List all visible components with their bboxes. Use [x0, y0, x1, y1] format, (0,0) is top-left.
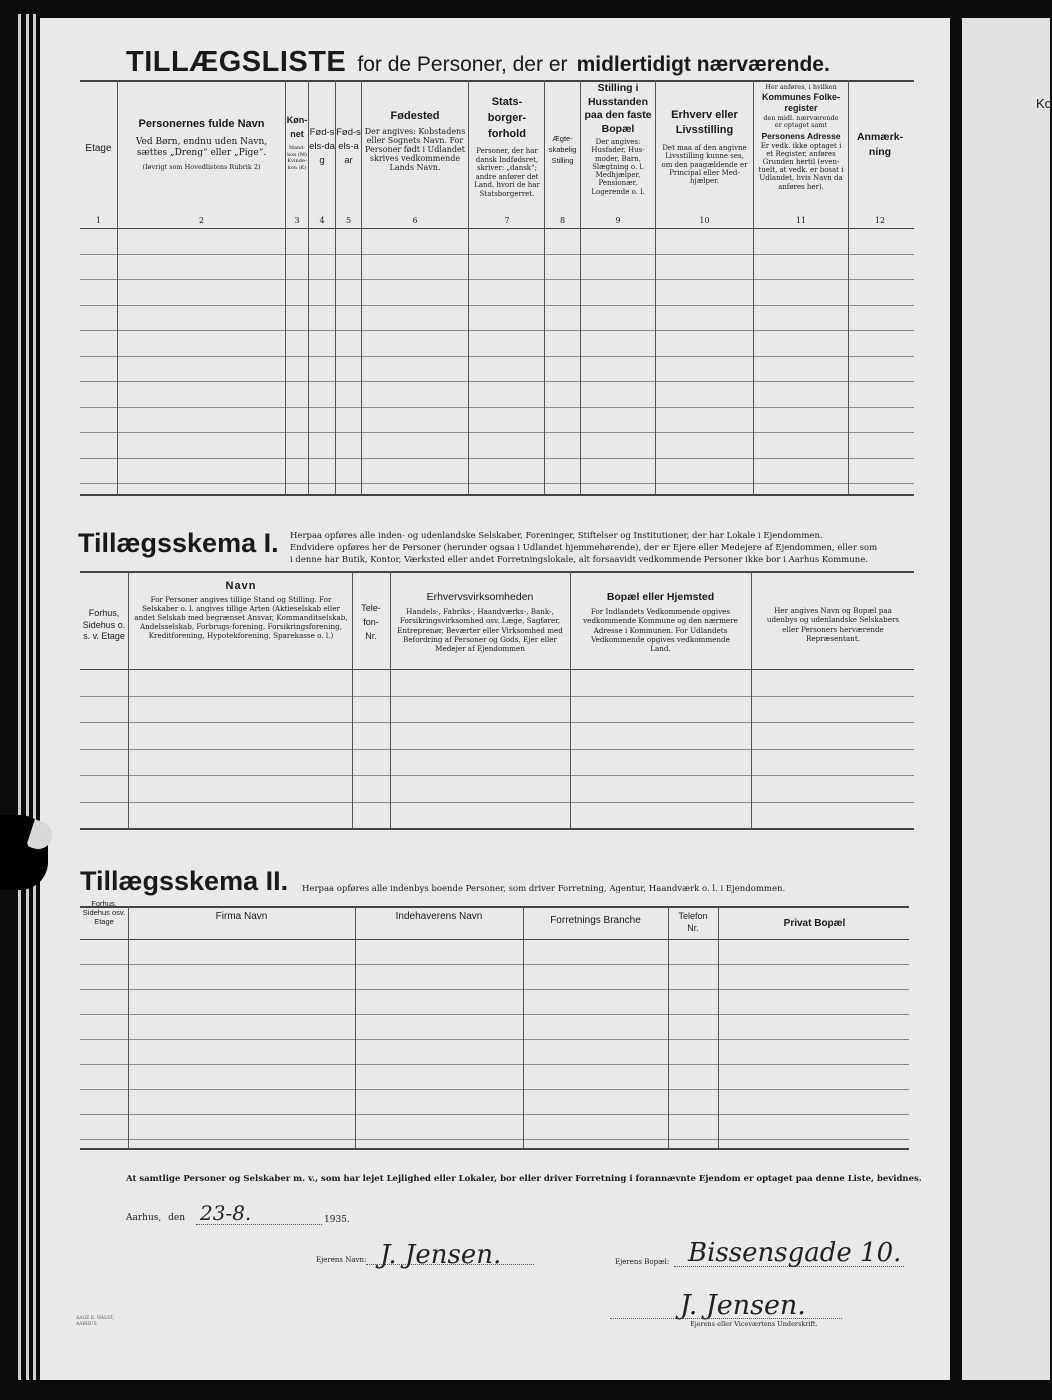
- col-etage-header: Etage: [85, 143, 112, 154]
- col-household-note: Der angives: Husfader, Hus-moder, Barn, Slægtning o. l. Medhjælper, Pensionær, Logerende o. l.: [591, 138, 645, 196]
- col-birthplace-note: Der angives: Kobstadens eller Sognets Navn. For Personer født i Udlandet skrives vedkommende Lands Navn.: [364, 127, 466, 172]
- entry-row-line: [80, 749, 914, 750]
- col-citizenship-note: Personer, der har dansk Indfødsret, skriver: „dansk“; andre anfører det Land, hvori de har Statsborgerret.: [474, 147, 540, 198]
- printer-imprint: AAGE E. HALST, AARHUS: [76, 1316, 114, 1327]
- form-title: [126, 46, 926, 79]
- title-end: midlertidigt nærværende.: [576, 53, 830, 76]
- skema1-desc: [290, 530, 915, 566]
- skema2-col-branch: Forretnings Branche: [550, 915, 641, 926]
- entry-row-line: [80, 356, 914, 357]
- col-remark-header: Anmærk-ning: [856, 131, 904, 158]
- entry-row-line: [80, 1089, 909, 1090]
- entry-row-line: [80, 330, 914, 331]
- signature-label: Ejerens eller Viceværtens Underskrift.: [690, 1320, 818, 1328]
- skema2-title: Tillægsskema II.: [80, 866, 289, 896]
- skema1-col-name: [132, 580, 350, 640]
- col-num-6: 6: [412, 216, 418, 225]
- skema1-col-residence-title: Bopæl eller Hjemsted: [606, 591, 715, 603]
- col-birthplace-title: Fødested: [390, 110, 440, 122]
- col-citizenship-title: Stats-borger-forhold: [487, 96, 527, 140]
- entry-row-line: [80, 1014, 909, 1015]
- col-citizenship-header: [470, 94, 544, 198]
- page-edge-left-3: [33, 14, 36, 1380]
- year-label: 1935.: [324, 1215, 350, 1225]
- col-name-title: Personernes fulde Navn: [138, 118, 265, 130]
- skema1-col-business-title: Erhvervsvirksomheden: [426, 591, 534, 603]
- skema1-col-floor: Forhus, Sidehus o. s. v. Etage: [82, 608, 126, 641]
- col-num-3: 3: [294, 216, 300, 225]
- col-gender-title: Køn-net: [286, 115, 308, 139]
- skema1-col-representative-note: Her angives Navn og Bopæl paa udenbys og udenlandske Selskabers eller Personers herværende Repræsentant.: [766, 606, 900, 643]
- entry-row-line: [80, 381, 914, 382]
- entry-row-line: [80, 989, 909, 990]
- entry-row-line: [80, 1114, 909, 1115]
- skema2-col-phone: Telefon Nr.: [678, 911, 708, 933]
- skema1-col-business-note: Handels-, Fabriks-, Haandværks-, Bank-, Forsikringsvirksomhed osv. Læge, Sagfører, Entreprenør, Beværter eller Virksomhed med Befordring af Personer og Gods, Ejer eller Medejer af Ejendommen: [397, 607, 563, 654]
- entry-row-line: [80, 964, 909, 965]
- owner-name-label: Ejerens Navn:: [316, 1256, 367, 1264]
- col-register-mid: den midl. nærværende er optaget samt: [763, 113, 839, 129]
- col-gender-header: [286, 113, 308, 171]
- certify-text: At samtlige Personer og Selskaber m. v., som har lejet Lejlighed eller Lokaler, bor eller driver Forretning i forannævnte Ejendom er optaget paa denne Liste, bevidnes.: [126, 1174, 922, 1184]
- col-birthyear-header: Fød-sels-aar: [336, 127, 361, 166]
- col-name-note2: (Iøvrigt som Hovedlistens Rubrik 2): [142, 163, 261, 171]
- page-edge-left-2: [26, 14, 29, 1380]
- form-page: [40, 18, 950, 1380]
- entry-row-line: [80, 432, 914, 433]
- entry-row-line: [80, 1039, 909, 1040]
- skema1-col-representative: [754, 606, 912, 643]
- facing-page: [962, 18, 1050, 1380]
- entry-row-line: [80, 483, 914, 484]
- skema1-col-residence-note: For Indlandets Vedkommende opgives vedkommende Kommune og den nærmere Adresse i Kommunen. For Udlandets Vedkommende opgives vedkommende Land.: [583, 607, 738, 654]
- skema1-col-residence: [572, 591, 749, 653]
- date-handwritten: 23-8.: [200, 1201, 252, 1225]
- entry-row-line: [80, 696, 914, 697]
- skema2-col-private-address: Privat Bopæl: [783, 918, 846, 929]
- signature-handwritten: J. Jensen.: [680, 1290, 806, 1321]
- col-num-11: 11: [795, 216, 807, 225]
- col-gender-note: Mand-kon (M) Kvinde-kon (K): [287, 145, 307, 171]
- skema1-col-name-note: For Personer angives tillige Stand og Stilling. For Selskaber o. l. angives tillige Arten (Aktieselskab eller andet Selskab med begrænset Ansvar, Kommanditselskab, Andelsselskab, Forbrugs-forening, Forsikringsforening, Kreditforening, Hypotekforening, Sparekasse o. l.): [134, 595, 348, 640]
- skema1-desc-line1: Herpaa opføres alle inden- og udenlandske Selskaber, Foreninger, Stiftelser og Institutioner, der har Lokale i Ejendommen.: [290, 531, 823, 541]
- title-bold: TILLÆGSLISTE: [126, 46, 347, 78]
- col-birthplace-header: [364, 110, 466, 172]
- col-occupation-title: Erhverv eller Livsstilling: [671, 109, 738, 136]
- skema2-col-firm: Firma Navn: [215, 911, 268, 922]
- skema1-desc-line3: i denne har Butik, Kontor, Værksted eller andet Forretningslokale, alt forsaavidt vedkommende Personer ikke bor i Aarhus Kommune.: [290, 555, 868, 565]
- skema1-col-name-title: Navn: [225, 580, 257, 592]
- col-num-1: 1: [95, 216, 102, 225]
- col-household-title: Stilling i Husstanden paa den faste Bopæl: [584, 82, 652, 135]
- skema1-col-business: [392, 591, 568, 653]
- skema2-col-owner: Indehaverens Navn: [395, 911, 483, 922]
- skema2-col-floor: Forhus, Sidehus osv. Etage: [82, 899, 126, 926]
- col-num-5: 5: [345, 216, 352, 225]
- title-mid: for de Personer, der er: [357, 53, 568, 76]
- den-label: den: [168, 1213, 186, 1223]
- entry-row-line: [80, 458, 914, 459]
- col-num-9: 9: [615, 216, 621, 225]
- skema1-desc-line2: Endvidere opføres her de Personer (herunder ogsaa i Udlandet hjemmehørende), der er Ejere eller Medejere af Ejendommen, eller som: [290, 543, 878, 553]
- col-birthday-header: Fød-sels-dag: [309, 127, 335, 166]
- date-line: [126, 1213, 185, 1223]
- col-num-7: 7: [504, 216, 510, 225]
- owner-name-handwritten: J. Jensen.: [380, 1240, 502, 1270]
- col-num-8: 8: [559, 216, 566, 225]
- col-occupation-note: Det maa af den angivne Livsstilling kunne ses, om den paagældende er Principal eller Med-hjælper.: [661, 144, 748, 186]
- owner-address-handwritten: Bissensgade 10.: [688, 1238, 902, 1268]
- entry-row-line: [80, 775, 914, 776]
- col-num-10: 10: [699, 216, 710, 225]
- col-num-12: 12: [874, 216, 886, 225]
- entry-row-line: [80, 1139, 909, 1140]
- entry-row-line: [80, 254, 914, 255]
- entry-row-line: [80, 407, 914, 408]
- skema1-title: Tillægsskema I.: [78, 528, 279, 558]
- col-num-4: 4: [319, 216, 325, 225]
- entry-row-line: [80, 305, 914, 306]
- entry-row-line: [80, 802, 914, 803]
- entry-row-line: [80, 1064, 909, 1065]
- entry-row-line: [80, 279, 914, 280]
- skema2-desc: Herpaa opføres alle indenbys boende Personer, som driver Forretning, Agentur, Haandværk o. l. i Ejendommen.: [302, 884, 786, 894]
- entry-row-line: [80, 722, 914, 723]
- col-occupation-header: [657, 108, 752, 185]
- skema1-col-phone: Tele-fon-Nr.: [361, 603, 381, 641]
- col-name-header: [120, 118, 283, 171]
- col-register-sub: Personens Adresse: [761, 130, 841, 141]
- col-num-2: 2: [198, 216, 205, 225]
- col-register-title: Kommunes Folke-register: [761, 91, 840, 113]
- col-household-header: [581, 82, 655, 196]
- owner-address-label: Ejerens Bopæl:: [615, 1258, 670, 1266]
- col-register-pre: Her anføres, i hvilken: [765, 83, 837, 91]
- col-name-note: Ved Børn, endnu uden Navn, sættes „Dreng“ eller „Pige“.: [135, 137, 268, 158]
- city-label: Aarhus,: [126, 1213, 162, 1223]
- page-edge-left: [18, 14, 21, 1380]
- col-register-header: [754, 84, 848, 191]
- col-marital-header: Ægte-skabelig Stilling: [548, 134, 577, 165]
- facing-page-fragment: Ko: [1036, 96, 1052, 111]
- col-register-note: Er vedk. ikke optaget i et Register, anføres Grunden hertil (even-tuelt, at vedk. er bosat i Udlandet, hvis Navn da anføres her).: [758, 141, 844, 191]
